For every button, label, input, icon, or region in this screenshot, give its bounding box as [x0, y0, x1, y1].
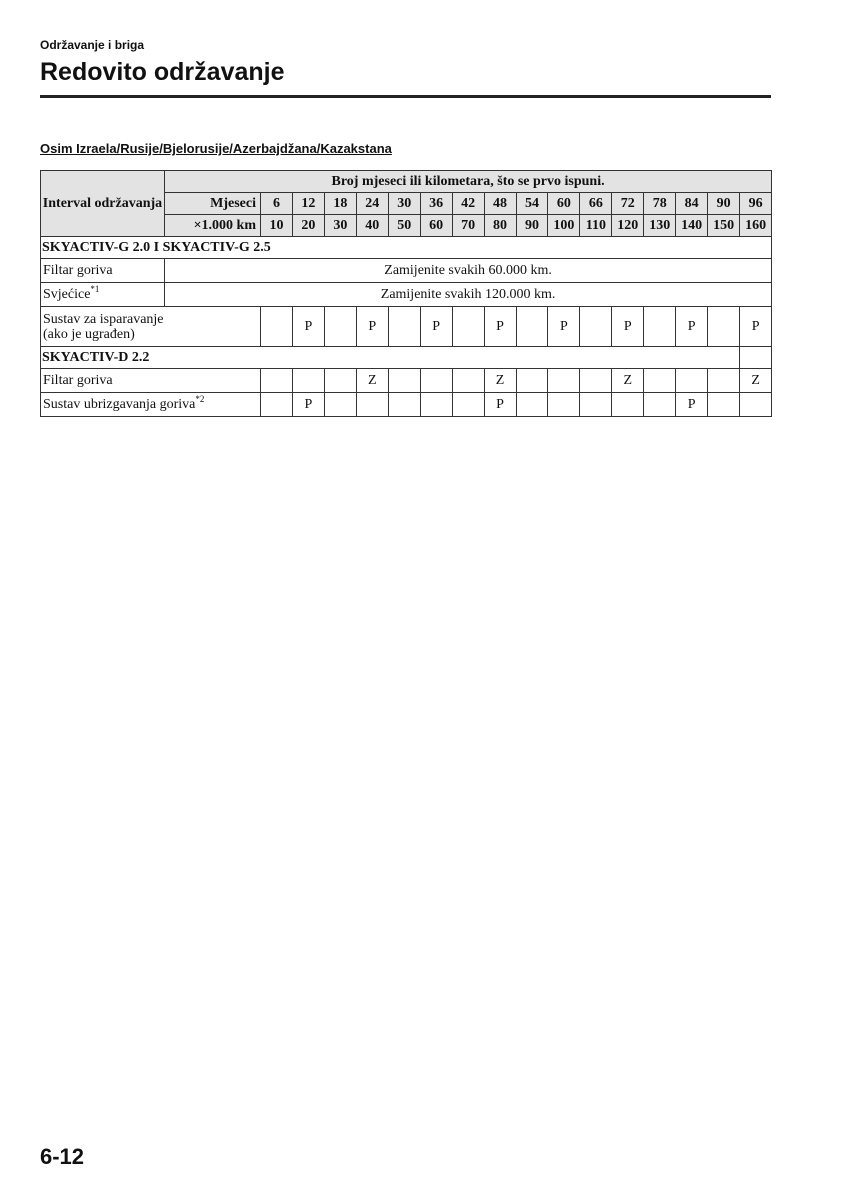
km-value: 120: [612, 215, 644, 237]
schedule-cell: [740, 393, 772, 417]
schedule-cell: [548, 369, 580, 393]
schedule-cell: [261, 307, 293, 347]
month-value: 54: [516, 193, 548, 215]
schedule-cell: [644, 307, 676, 347]
schedule-cell: [420, 393, 452, 417]
title-divider: [40, 95, 771, 98]
km-value: 60: [420, 215, 452, 237]
schedule-cell: [324, 393, 356, 417]
km-value: 160: [740, 215, 772, 237]
month-value: 42: [452, 193, 484, 215]
schedule-cell: P: [484, 393, 516, 417]
row-label: [41, 307, 261, 347]
km-value: 80: [484, 215, 516, 237]
km-value: 10: [261, 215, 293, 237]
schedule-cell: [452, 307, 484, 347]
footnote-marker: *2: [195, 394, 205, 404]
region-subtitle: Osim Izraela/Rusije/Bjelorusije/Azerbajdžana/Kazakstana: [40, 141, 392, 156]
schedule-cell: [580, 307, 612, 347]
schedule-cell: [356, 393, 388, 417]
schedule-cell: [324, 307, 356, 347]
interval-note: Zamijenite svakih 60.000 km.: [165, 259, 772, 283]
km-value: 100: [548, 215, 580, 237]
schedule-cell: P: [484, 307, 516, 347]
month-value: 36: [420, 193, 452, 215]
schedule-cell: [388, 307, 420, 347]
interval-header: Interval održavanja: [41, 171, 165, 237]
schedule-cell: [292, 369, 324, 393]
row-label: [41, 283, 165, 307]
km-value: 50: [388, 215, 420, 237]
schedule-cell: [708, 369, 740, 393]
schedule-cell: [644, 369, 676, 393]
month-value: 90: [708, 193, 740, 215]
month-value: 12: [292, 193, 324, 215]
header-row: [41, 171, 772, 193]
table-row: [41, 393, 772, 417]
schedule-cell: [548, 393, 580, 417]
row-label: [41, 369, 261, 393]
table-row: [41, 259, 772, 283]
schedule-cell: P: [612, 307, 644, 347]
interval-note: Zamijenite svakih 120.000 km.: [165, 283, 772, 307]
group-row: [41, 237, 772, 259]
schedule-cell: [261, 369, 293, 393]
schedule-cell: [612, 393, 644, 417]
row-label-text: Sustav za isparavanje (ako je ugrađen): [43, 311, 164, 342]
schedule-cell: [516, 393, 548, 417]
schedule-cell: [452, 393, 484, 417]
empty-cell: [740, 347, 772, 369]
month-value: 96: [740, 193, 772, 215]
months-label: Mjeseci: [165, 193, 261, 215]
schedule-cell: Z: [484, 369, 516, 393]
schedule-cell: P: [676, 393, 708, 417]
schedule-cell: [388, 393, 420, 417]
schedule-cell: P: [292, 393, 324, 417]
schedule-cell: P: [356, 307, 388, 347]
schedule-cell: [420, 369, 452, 393]
schedule-cell: P: [740, 307, 772, 347]
schedule-cell: P: [548, 307, 580, 347]
km-value: 150: [708, 215, 740, 237]
schedule-cell: [580, 369, 612, 393]
schedule-cell: P: [292, 307, 324, 347]
month-value: 84: [676, 193, 708, 215]
schedule-cell: [452, 369, 484, 393]
km-value: 130: [644, 215, 676, 237]
month-value: 60: [548, 193, 580, 215]
row-label-text: Filtar goriva: [43, 263, 113, 278]
schedule-cell: [676, 369, 708, 393]
schedule-cell: [516, 369, 548, 393]
month-value: 24: [356, 193, 388, 215]
span-header: Broj mjeseci ili kilometara, što se prvo ispuni.: [165, 171, 772, 193]
schedule-cell: [644, 393, 676, 417]
table-row: [41, 369, 772, 393]
month-value: 72: [612, 193, 644, 215]
schedule-cell: P: [420, 307, 452, 347]
schedule-cell: [580, 393, 612, 417]
month-value: 6: [261, 193, 293, 215]
group-heading: SKYACTIV-D 2.2: [41, 347, 740, 369]
page-title: Redovito održavanje: [40, 58, 285, 86]
section-label: Održavanje i briga: [40, 38, 145, 52]
row-label-text: Sustav ubrizgavanja goriva: [43, 397, 196, 412]
month-value: 30: [388, 193, 420, 215]
schedule-cell: [708, 307, 740, 347]
group-row: [41, 347, 772, 369]
footnote-marker: *1: [90, 284, 100, 294]
schedule-cell: Z: [740, 369, 772, 393]
km-value: 20: [292, 215, 324, 237]
km-value: 90: [516, 215, 548, 237]
maintenance-schedule-table: [40, 170, 772, 417]
month-value: 48: [484, 193, 516, 215]
km-value: 40: [356, 215, 388, 237]
km-value: 30: [324, 215, 356, 237]
schedule-cell: P: [676, 307, 708, 347]
group-heading: SKYACTIV-G 2.0 I SKYACTIV-G 2.5: [41, 237, 772, 259]
page-number: 6-12: [40, 1144, 85, 1169]
km-value: 70: [452, 215, 484, 237]
month-value: 78: [644, 193, 676, 215]
km-value: 110: [580, 215, 612, 237]
row-label-text: Filtar goriva: [43, 373, 113, 388]
km-value: 140: [676, 215, 708, 237]
schedule-cell: [516, 307, 548, 347]
table-row: [41, 283, 772, 307]
schedule-cell: [261, 393, 293, 417]
schedule-cell: [708, 393, 740, 417]
row-label: [41, 393, 261, 417]
row-label-text: Svjećice: [43, 287, 91, 302]
month-value: 18: [324, 193, 356, 215]
row-label: [41, 259, 165, 283]
km-label: ×1.000 km: [165, 215, 261, 237]
schedule-cell: Z: [356, 369, 388, 393]
schedule-cell: [388, 369, 420, 393]
schedule-cell: [324, 369, 356, 393]
month-value: 66: [580, 193, 612, 215]
table-row: [41, 307, 772, 347]
schedule-cell: Z: [612, 369, 644, 393]
